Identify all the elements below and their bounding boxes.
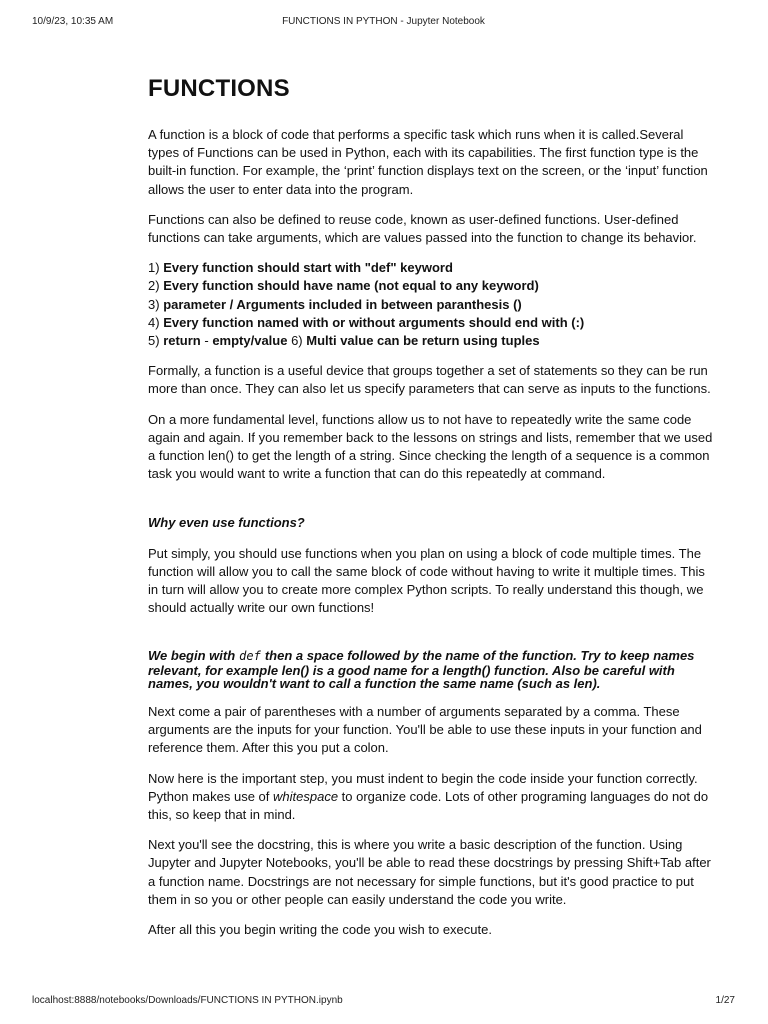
rule-item: 4) Every function named with or without arguments should end with (:)	[148, 314, 585, 330]
rules-list	[148, 259, 718, 350]
rule-item: 1) Every function should start with "def" keyword	[148, 260, 453, 276]
why-paragraph: Put simply, you should use functions when you plan on using a block of code multiple times. The function will allow you to call the same block of code without having to write it multiple times. This in turn will allow you to create more complex Python scripts. To really understand this though, we should actually write our own functions!	[148, 545, 705, 616]
rule-item: 2) Every function should have name (not equal to any keyword)	[148, 278, 539, 294]
def-keyword: def	[239, 649, 261, 664]
notebook-content	[148, 74, 718, 939]
why-heading: Why even use functions?	[148, 515, 305, 531]
print-datetime: 10/9/23, 10:35 AM	[32, 16, 114, 27]
parentheses-paragraph: Next come a pair of parentheses with a number of arguments separated by a comma. These arguments are the inputs for your function. You'll be able to use these inputs in your function and reference them. After this you put a colon.	[148, 703, 702, 756]
rule-item: 5) return - empty/value 6) Multi value can be return using tuples	[148, 333, 540, 349]
indent-paragraph: Now here is the important step, you must indent to begin the code inside your function correctly. Python makes use of whitespace to organize code. Lots of other programing languages do not do this, so keep that in mind.	[148, 770, 709, 822]
print-title: FUNCTIONS IN PYTHON - Jupyter Notebook	[282, 16, 485, 27]
fundamental-paragraph: On a more fundamental level, functions allow us to not have to repeatedly write the same code again and again. If you remember back to the lessons on strings and lists, remember that we used a function len() to get the length of a string. Since checking the length of a sequence is a common task you would want to write a function that can do this repeatedly at command.	[148, 411, 713, 482]
print-url: localhost:8888/notebooks/Downloads/FUNCTIONS IN PYTHON.ipynb	[32, 995, 343, 1006]
user-defined-paragraph: Functions can also be defined to reuse code, known as user-defined functions. User-defined functions can take arguments, which are values passed into the function to change its behavior.	[148, 211, 697, 246]
rule-item: 3) parameter / Arguments included in between paranthesis ()	[148, 296, 522, 312]
page-title: FUNCTIONS	[148, 75, 290, 102]
docstring-paragraph: Next you'll see the docstring, this is where you write a basic description of the function. Using Jupyter and Jupyter Notebooks, you'll be able to read these docstrings by pressing Shift+Tab after a function name. Docstrings are not necessary for simple functions, but it's good practice to put them in so you or other people can easily understand the code you write.	[148, 837, 711, 907]
formal-paragraph: Formally, a function is a useful device that groups together a set of statements so they can be run more than once. They can also let us specify parameters that can serve as inputs to the functions.	[148, 363, 711, 397]
begin-heading: We begin with def then a space followed by the name of the function. Try to keep names relevant, for example len() is a good name for a length() function. Also be careful with names, you wouldn't want to call a function the same name (such as len).	[148, 648, 695, 692]
intro-paragraph: A function is a block of code that performs a specific task which runs when it is called.Several types of Functions can be used in Python, each with its capabilities. The first function type is the built-in function. For example, the ‘print’ function displays text on the screen, or the ‘input’ function allows the user to enter data into the program.	[148, 127, 708, 197]
after-paragraph: After all this you begin writing the code you wish to execute.	[148, 922, 492, 937]
page-number: 1/27	[715, 995, 735, 1006]
print-header	[32, 16, 735, 27]
print-footer	[32, 995, 735, 1006]
